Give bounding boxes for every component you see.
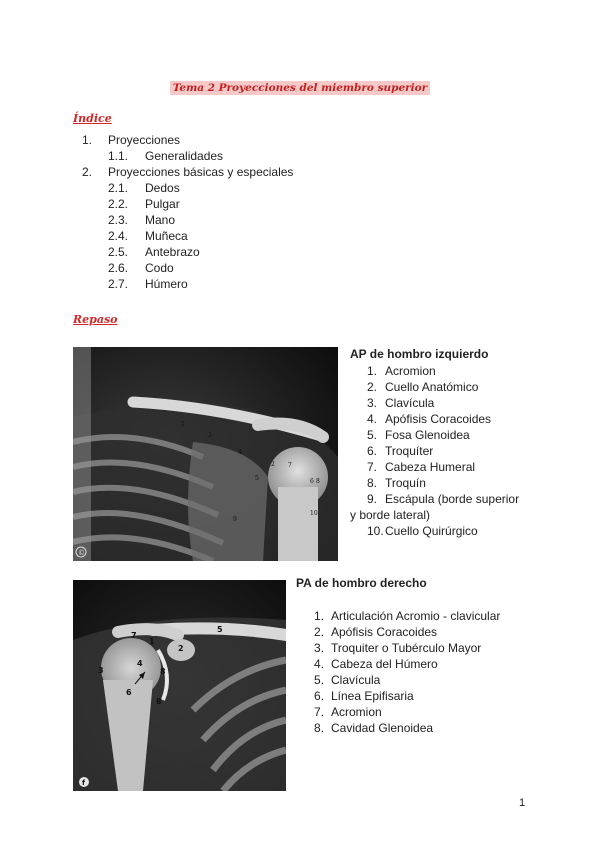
legend-item-wrap: y borde lateral) [350,508,431,522]
toc-item[interactable]: 2.5. Antebrazo [108,245,200,259]
marker-1: 1 [181,421,185,428]
toc-item[interactable]: 2.3. Mano [108,213,176,227]
marker-5: 5 [255,475,259,482]
marker-10: 10 [310,510,318,517]
legend-item: 5. Clavícula [314,673,381,687]
marker-8: 8 [160,667,166,676]
legend-item: 1. Acromion [367,364,436,378]
marker-8: 8 [316,478,320,485]
legend-item: 8. Cavidad Glenoidea [314,721,434,735]
marker-5: 5 [217,625,223,634]
index-heading: Índice [73,112,112,125]
legend-item: 3. Troquiter o Tubérculo Mayor [314,641,482,655]
document-title [0,78,600,96]
marker-6: 6 [126,688,132,697]
marker-3: 3 [98,666,104,675]
toc-item[interactable]: 2.4. Muñeca [108,229,188,243]
xray-ap-image [73,347,338,561]
corner-mark: f [82,779,86,787]
toc-item[interactable]: 2. Proyecciones básicas y especiales [82,165,294,179]
legend-item: 4. Apófisis Coracoides [367,412,492,426]
toc-item[interactable]: 2.2. Pulgar [108,197,180,211]
legend-item: 7. Acromion [314,705,382,719]
legend-item: 4. Cabeza del Húmero [314,657,438,671]
legend-item: 7. Cabeza Humeral [367,460,476,474]
marker-9: 9 [233,516,237,523]
copyright-mark: © [78,549,85,557]
toc-item[interactable]: 2.1. Dedos [108,181,180,195]
legend-item: 3. Clavícula [367,396,435,410]
xray-ap-left-shoulder [73,347,338,561]
document-title-text: Tema 2 Proyecciones del miembro superior [170,81,430,95]
xray-pa-image [73,580,286,791]
legend-item: 10.Cuello Quirúrgico [367,524,478,538]
toc-item[interactable]: 1.1. Generalidades [108,149,224,163]
marker-7: 7 [288,462,292,469]
marker-2: 2 [271,461,275,468]
toc-item[interactable]: 1. Proyecciones [82,133,181,147]
figure1-caption: AP de hombro izquierdo [350,347,489,361]
marker-3: 3 [208,432,212,439]
marker-1: 1 [149,637,155,646]
marker-2: 2 [178,644,184,653]
legend-item: 5. Fosa Glenoidea [367,428,470,442]
legend-item: 6. Línea Epifisaria [314,689,414,703]
toc-item[interactable]: 2.7. Húmero [108,277,188,291]
xray-pa-right-shoulder [73,580,286,791]
toc-item[interactable]: 2.6. Codo [108,261,174,275]
legend-item: 2. Apófisis Coracoides [314,625,438,639]
marker-4: 4 [238,449,242,456]
figure2-caption: PA de hombro derecho [296,576,427,590]
legend-item: 9. Escápula (borde superior [367,492,520,506]
legend-item: 6. Troquíter [367,444,434,458]
repaso-heading: Repaso [73,313,118,326]
legend-item: 8. Troquín [367,476,426,490]
marker-6: 6 [310,478,314,485]
marker-7: 7 [131,631,137,640]
legend-item: 2. Cuello Anatómico [367,380,479,394]
page-number: 1 [519,797,526,809]
marker-8b: 8 [156,697,162,706]
marker-4: 4 [137,659,143,668]
legend-item: 1. Articulación Acromio - clavicular [314,609,501,623]
